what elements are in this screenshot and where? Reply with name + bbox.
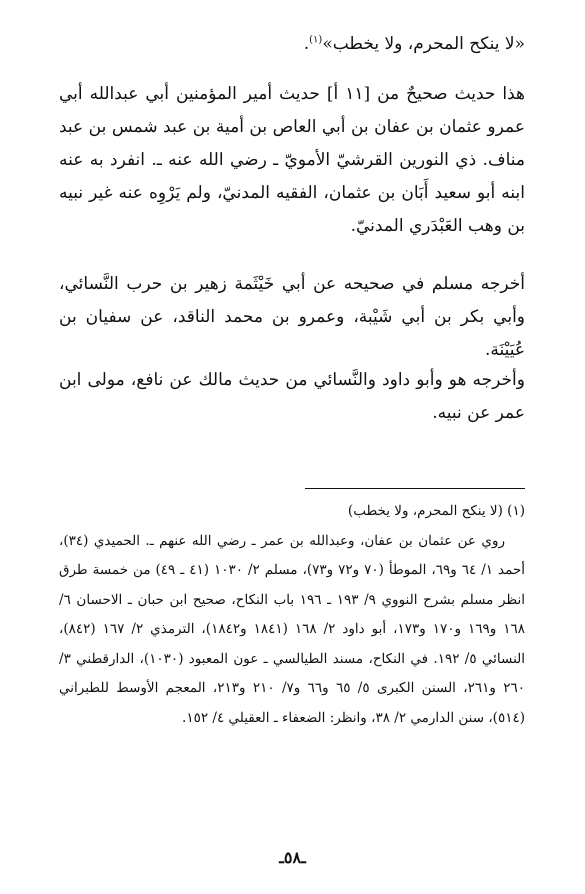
footnote-marker: (١) xyxy=(309,34,323,46)
paragraph-other-sources: وأخرجه هو وأبو داود والنَّسائي من حديث مالك عن نافع، مولى ابن عمر عن نبيه. xyxy=(59,370,525,423)
page-number: ـ٥٨ـ xyxy=(279,848,306,867)
footnote-divider xyxy=(305,488,525,489)
hadith-quote: «لا ينكح المحرم، ولا يخطب»$^{(١)}$. xyxy=(303,34,525,54)
footnotes-section xyxy=(59,497,525,733)
footnote-text: روي عن عثمان بن عفان، وعبدالله بن عمر ـ رضي الله عنهم ـ. الحميدي (٣٤)، أحمد ١/ ٦٤ و٦٩، الموطأ (٧٠ و٧٢ و٧٣)، مسلم ٢/ ١٠٣٠ (٤١ ـ ٤٩) من خمسة طرق انظر مسلم بشرح النووي ٩/ ١٩٣ ـ ١٩٦ باب النكاح، صحيح ابن حبان ـ الاحسان ٦/ ١٦٨ و١٦٩ و١٧٠ و١٧٣، أبو داود ٢/ ١٦٨ (١٨٤١ و١٨٤٢)، الترمذي ٢/ ١٦٧ (٨٤٢)، النسائي ٥/ ١٩٢. في النكاح، مسند الطيالسي ـ عون المعبود (١٠٣٠)، الدارقطني ٣/ ٢٦٠ و٢٦١، السنن الكبرى ٥/ ٦٥ و٦٦ و٧/ ٢١٠ و٢١٣، المعجم الأوسط للطبراني (٥١٤)، سنن الدارمي ٢/ ٣٨، وانظر: الضعفاء ـ العقيلي ٤/ ١٥٢. xyxy=(59,532,526,726)
footnote-heading: (١) (لا ينكح المحرم، ولا يخطب) xyxy=(347,503,525,519)
hadith-text: «لا ينكح المحرم، ولا يخطب» xyxy=(322,34,525,54)
paragraph-muslim-source: أخرجه مسلم في صحيحه عن أبي خَيْثَمة زهير بن حرب النَّسائي، وأبي بكر بن أبي شَيْبة، وعمرو بن محمد الناقد، عن سفيان بن عُيَيْنَة. xyxy=(59,274,526,360)
paragraph-hadith-chain: هذا حديث صحيحٌ من [١١ أ] حديث أمير المؤمنين أبي عبدالله أبي عمرو عثمان بن عفان بن أبي العاص بن أمية بن عبد شمس بن عبد مناف. ذي النورين القرشيّ الأمويّ ـ رضي الله عنه ـ. انفرد به عنه ابنه أبو سعيد أَبَان بن عثمان، الفقيه المدنيّ، ولم يَرْوِه عنه غير نبيه بن وهب العَبْدَري المدنيّ. xyxy=(59,84,525,236)
